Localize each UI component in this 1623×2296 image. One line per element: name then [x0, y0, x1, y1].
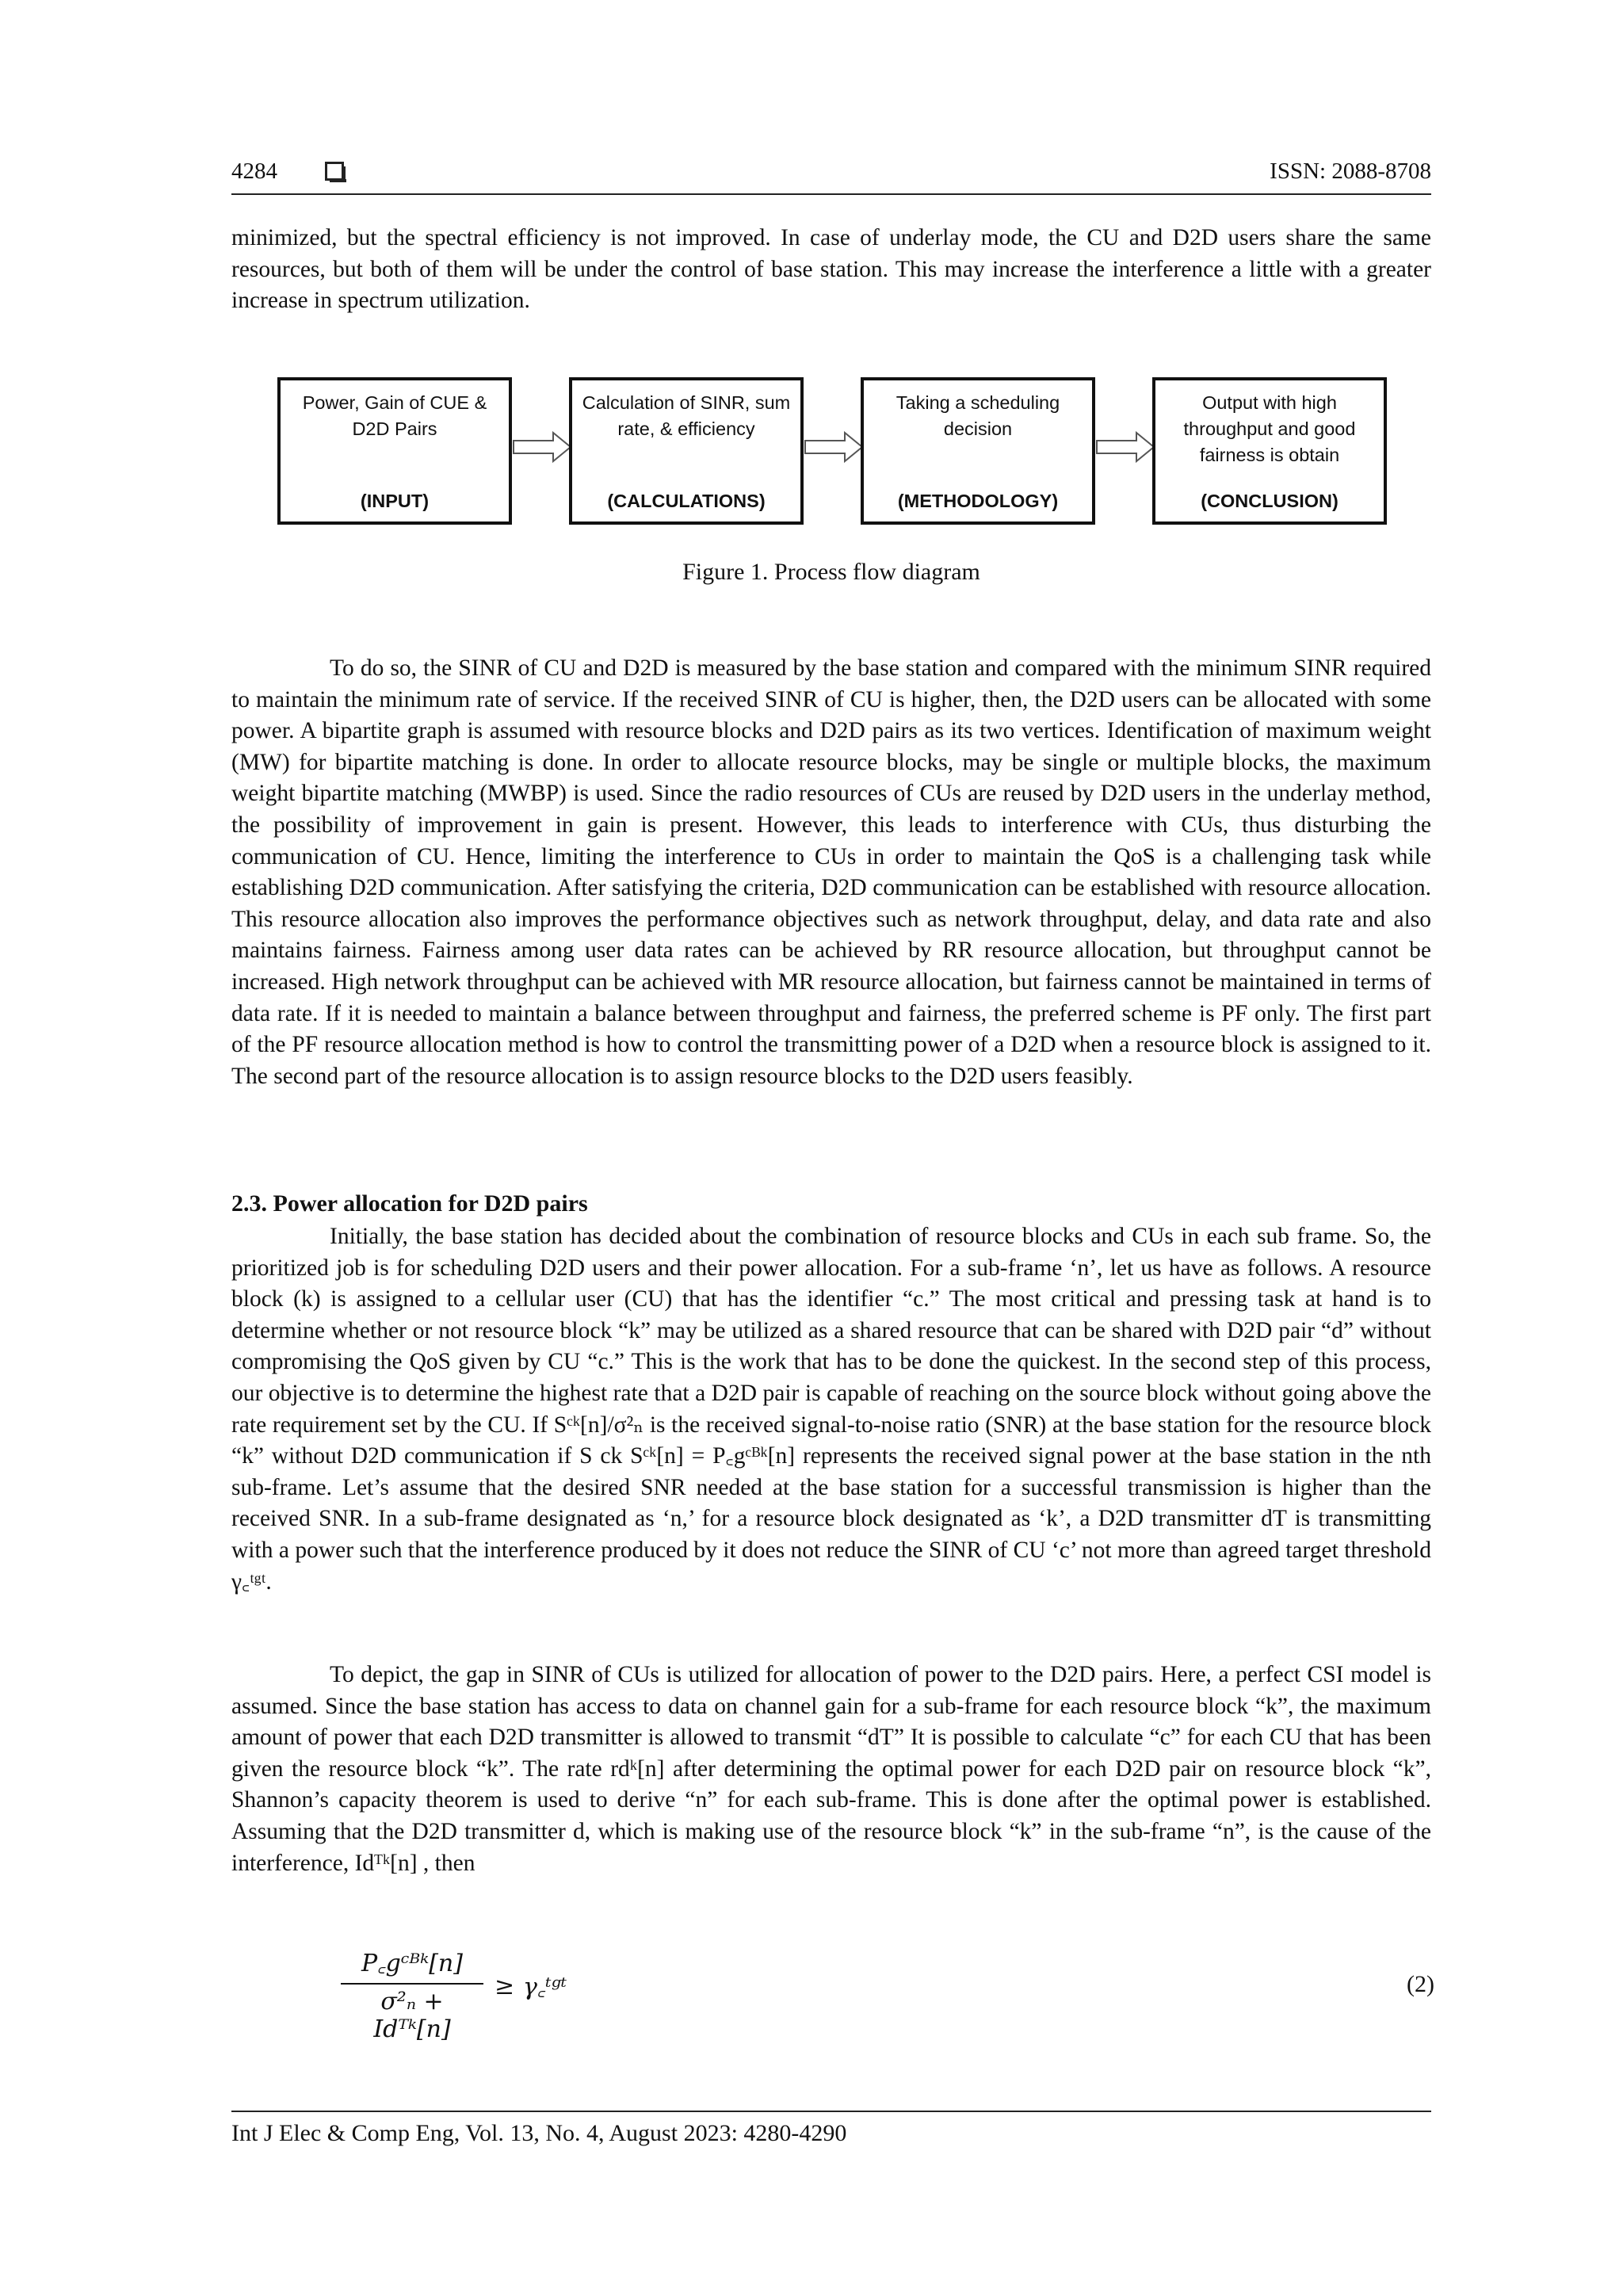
- body-paragraph: To do so, the SINR of CU and D2D is measured by the base station and compared with the minimum SINR required to maintain the minimum rate of service. If the received SINR of CU is higher, then, the D2D users can be allocated with some power. A bipartite graph is assumed with resource blocks and D2D pairs as its two vertices. Identification of maximum weight (MW) for bipartite matching is done. In order to allocate resource blocks, may be single or multiple blocks, the maximum weight bipartite matching (MWBP) is used. Since the radio resources of CUs are reused by D2D users in the underlay method, the possibility of improvement in gain is present. However, this leads to interference with CUs, thus disturbing the communication of CU. Hence, limiting the interference to CUs in order to maintain the QoS is a challenging task while establishing D2D communication. After satisfying the criteria, D2D communication can be established with resource allocation. This resource allocation also improves the performance objectives such as network throughput, delay, and data rate and also maintains fairness. Fairness among user data rates can be achieved by RR resource allocation, but throughput cannot be increased. High network throughput can be achieved with MR resource allocation, but fairness cannot be maintained in terms of data rate. If it is needed to maintain a balance between throughput and fairness, the preferred scheme is PF only. The first part of the PF resource allocation method is how to control the transmitting power of a D2D when a resource block is assigned to it. The second part of the resource allocation is to assign resource blocks to the D2D users feasibly.: [231, 655, 1431, 1089]
- flow-box-calculations-desc: Calculation of SINR, sum rate, & efficiency: [582, 392, 791, 439]
- flow-arrow-icon: [512, 430, 572, 464]
- equation-rhs: γ꜀ᵗᵍᵗ: [523, 1973, 567, 2001]
- equation-fraction: [341, 1946, 483, 2043]
- process-flow-diagram: [277, 377, 1387, 533]
- figure-caption: Figure 1. Process flow diagram: [682, 559, 980, 585]
- flow-arrow-icon: [804, 430, 864, 464]
- flow-box-input: [277, 377, 512, 525]
- issn-label: ISSN: 2088-8708: [1270, 159, 1431, 184]
- flow-box-calculations-tag: (CALCULATIONS): [607, 491, 766, 511]
- flow-box-methodology-tag: (METHODOLOGY): [897, 491, 1059, 511]
- equation-denominator: σ²ₙ + Idᵀᵏ[n]: [373, 1988, 451, 2043]
- depict-paragraph: To depict, the gap in SINR of CUs is utilized for allocation of power to the D2D pairs. Here, a perfect CSI model is assumed. Since the base station has access to data on channel gain for a sub-frame for each resource block “k”, the maximum amount of power that each D2D transmitter is allowed to transmit “dT” It is possible to calculate “c” for each CU that has been given the resource block “k”. The rate rdᵏ[n] after determining the optimal power for each D2D pair on resource block “k”, Shannon’s capacity theorem is used to derive “n” for each sub-frame. This is done after the optimal power is established. Assuming that the D2D transmitter d, which is making use of the resource block “k” in the sub-frame “n”, is the cause of the interference, Idᵀᵏ[n] , then: [231, 1662, 1431, 1876]
- equation-numerator: P꜀gᶜᴮᵏ[n]: [341, 1946, 483, 1985]
- intro-paragraph: minimized, but the spectral efficiency is not improved. In case of underlay mode, the CU and D2D users share the same resources, but both of them will be under the control of base station. This may increase the interference a little with a greater increase in spectrum utilization.: [231, 225, 1431, 314]
- equation-number: (2): [1407, 1971, 1434, 1997]
- flow-arrow-icon: [1095, 430, 1155, 464]
- flow-box-conclusion-tag: (CONCLUSION): [1201, 491, 1338, 511]
- flow-box-input-desc: Power, Gain of CUE & D2D Pairs: [302, 392, 487, 439]
- flow-box-input-tag: (INPUT): [360, 491, 430, 511]
- checkbox-square-icon: [325, 162, 344, 181]
- power-allocation-paragraph: Initially, the base station has decided about the combination of resource blocks and CUs in each sub frame. So, the prioritized job is for scheduling D2D users and their power allocation. For a sub-frame ‘n’, let us have as follows. A resource block (k) is assigned to a cellular user (CU) that has the identifier “c.” The most critical and pressing task at hand is to determine whether or not resource block “k” may be utilized as a shared resource that can be shared with D2D pair “d” without compromising the QoS given by CU “c.” This is the work that has to be done the quickest. In the second step of this process, our objective is to determine the highest rate that a D2D pair is capable of reaching on the source block without going above the rate requirement set by the CU. If Sᶜᵏ[n]/σ²ₙ is the received signal-to-noise ratio (SNR) at the base station for the resource block “k” without D2D communication if S ck Sᶜᵏ[n] = P꜀gᶜᴮᵏ[n] represents the received signal power at the base station in the nth sub-frame. Let’s assume that the desired SNR needed at the base station for a successful transmission is higher than the received SNR. In a sub-frame designated as ‘n,’ for a resource block designated as ‘k’, a D2D transmitter dT is transmitting with a power such that the interference produced by it does not reduce the SINR of CU ‘c’ not more than agreed target threshold γ꜀ᵗᵍᵗ.: [231, 1224, 1431, 1595]
- page-header: [231, 155, 1431, 195]
- flow-box-methodology: [861, 377, 1095, 525]
- page-footer: Int J Elec & Comp Eng, Vol. 13, No. 4, August 2023: 4280-4290: [231, 2111, 1431, 2147]
- flow-box-calculations: [569, 377, 804, 525]
- equation-relation: ≥: [495, 1973, 515, 2000]
- flow-box-conclusion-desc: Output with high throughput and good fairness is obtain: [1183, 392, 1356, 465]
- flow-box-methodology-desc: Taking a scheduling decision: [896, 392, 1060, 439]
- page-number: 4284: [231, 159, 277, 184]
- equation-2: [341, 1946, 1434, 2043]
- section-heading: 2.3. Power allocation for D2D pairs: [231, 1190, 588, 1217]
- flow-box-conclusion: [1152, 377, 1387, 525]
